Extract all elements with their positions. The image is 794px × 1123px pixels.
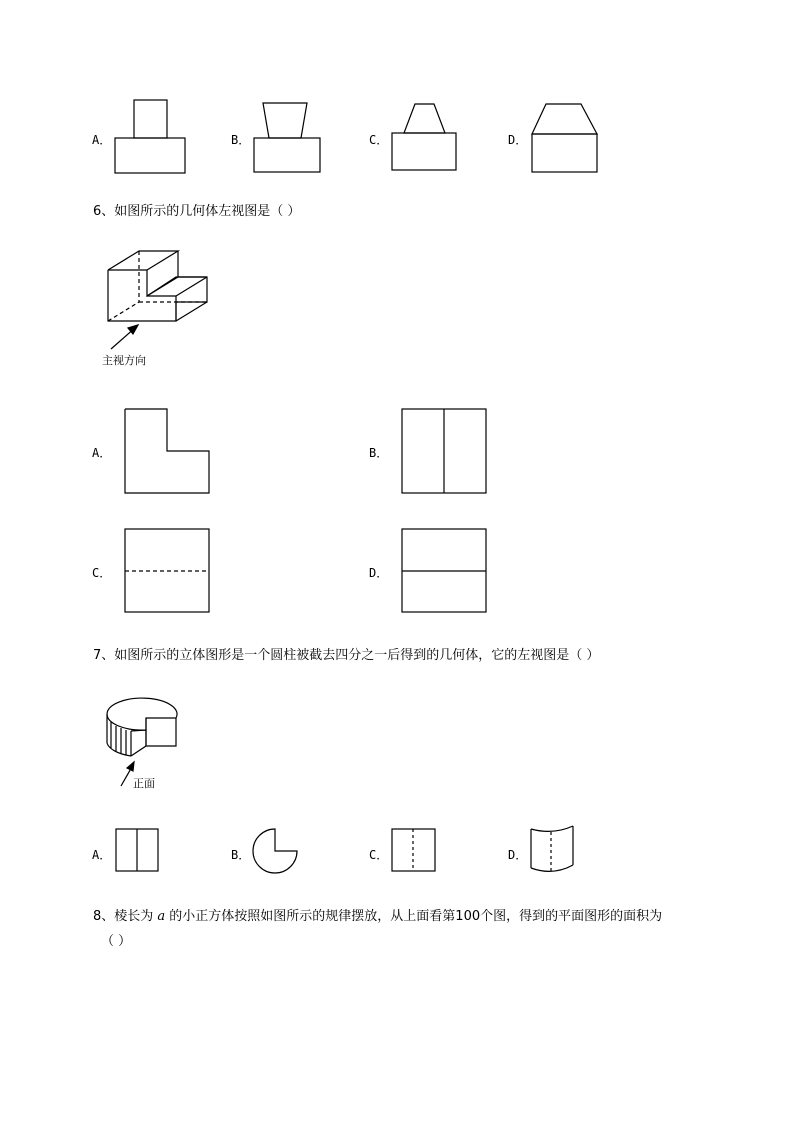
q6-figure-caption: 主视方向	[102, 354, 146, 367]
q5-option-a-label: A．	[92, 133, 112, 147]
q7-option-a-label: A．	[92, 848, 112, 862]
q8-answer-blank: （ ）	[101, 934, 132, 949]
q7-question-text: 7、如图所示的立体图形是一个圆柱被截去四分之一后得到的几何体，它的左视图是（ ）	[93, 648, 600, 663]
q5-option-c-label: C．	[369, 133, 389, 147]
q5-option-b-label: B．	[231, 133, 251, 147]
q7-option-c-label: C．	[369, 848, 389, 862]
q6-option-d-label: D．	[369, 566, 389, 580]
q8-question-text	[93, 905, 662, 924]
q5-option-d-label: D．	[508, 133, 528, 147]
q8-question-part1: 8、棱长为	[93, 909, 158, 924]
q7-figure-caption: 正面	[133, 777, 155, 790]
q7-option-b-label: B．	[231, 848, 251, 862]
q7-option-d-label: D．	[508, 848, 528, 862]
q6-option-b-label: B．	[369, 446, 389, 460]
q8-question-part2: 的小正方体按照如图所示的规律摆放，从上面看第100个图，得到的平面图形的面积为	[165, 909, 663, 924]
q8-variable-a: a	[157, 909, 166, 924]
q6-option-c-label: C．	[92, 566, 112, 580]
q6-option-a-label: A．	[92, 446, 112, 460]
q6-question-text: 6、如图所示的几何体左视图是（ ）	[93, 204, 301, 219]
